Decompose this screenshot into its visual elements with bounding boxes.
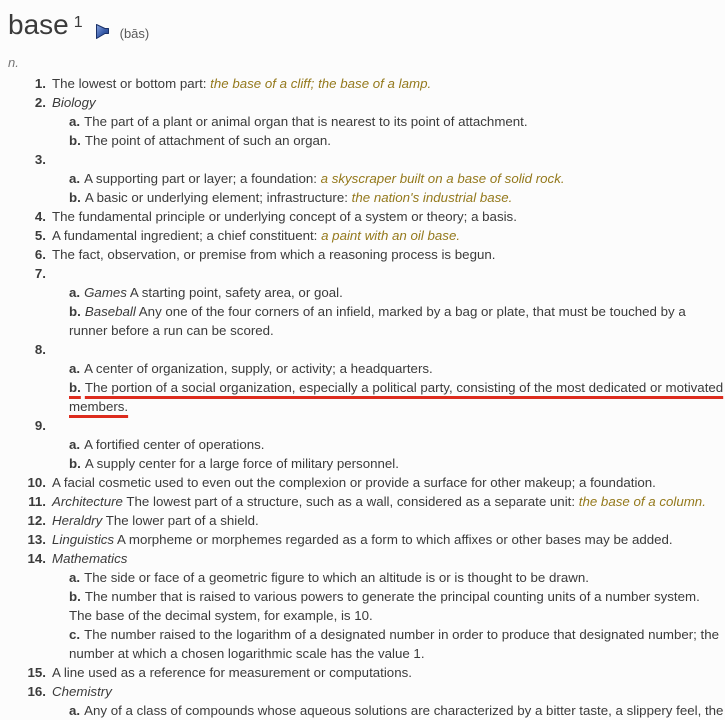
definition-number: 1. <box>34 76 46 91</box>
sub-definition-letter: b. <box>69 304 81 319</box>
definition-text: A starting point, safety area, or goal. <box>126 285 343 300</box>
definition-text: The number that is raised to various powers to generate the principal counting units of a number system. The base of the decimal system, for example, is 10. <box>69 589 700 623</box>
entry-header <box>0 0 725 49</box>
sub-definition-letter: b. <box>69 456 81 471</box>
sub-definition <box>0 568 725 587</box>
definition <box>0 416 725 435</box>
sub-definition <box>0 359 725 378</box>
sub-definition-letter: a. <box>69 171 81 186</box>
sub-definition-letter: a. <box>69 437 81 452</box>
definition-number: 15. <box>27 665 46 680</box>
sub-definition-text <box>69 190 512 205</box>
sub-definition-letter: c. <box>69 627 81 642</box>
headword: base <box>8 9 69 40</box>
sub-definition-letter: a. <box>69 361 81 376</box>
definition-text: A fundamental ingredient; a chief constituent: <box>52 228 322 243</box>
sub-definition-text <box>69 703 723 718</box>
example-text: a skyscraper built on a base of solid rock. <box>320 171 565 186</box>
definition <box>0 245 725 264</box>
definition-text: A morpheme or morphemes regarded as a form to which affixes or other bases may be added. <box>114 532 673 547</box>
definition-text: The fundamental principle or underlying concept of a system or theory; a basis. <box>52 209 517 224</box>
sub-definition-text <box>69 570 589 585</box>
sub-definition <box>0 112 725 131</box>
sub-definition-letter: b. <box>69 133 81 148</box>
definition <box>0 663 725 682</box>
sub-definition-text <box>69 114 528 129</box>
definition-list <box>0 74 725 720</box>
definition-number: 12. <box>27 513 46 528</box>
sub-definition <box>0 587 725 625</box>
definition-text: The part of a plant or animal organ that is nearest to its point of attachment. <box>84 114 528 129</box>
definition <box>0 492 725 511</box>
example-text: the nation's industrial base. <box>351 190 513 205</box>
definition-number: 8. <box>34 342 46 357</box>
definition-text: A fortified center of operations. <box>84 437 265 452</box>
definition-number: 2. <box>34 95 46 110</box>
sub-definition-letter: a. <box>69 285 81 300</box>
definition-number: 13. <box>27 532 46 547</box>
definition <box>0 93 725 112</box>
sub-definition <box>0 131 725 150</box>
sub-definition <box>0 625 725 663</box>
sub-definition-letter: a. <box>69 114 81 129</box>
definition <box>0 530 725 549</box>
field-label: Mathematics <box>52 551 128 566</box>
sub-definition-letter: b. <box>69 589 81 604</box>
definition <box>0 150 725 169</box>
sub-definition-text <box>69 437 264 452</box>
sub-definition-letter: a. <box>69 703 81 718</box>
sub-definition <box>0 454 725 473</box>
definition <box>0 340 725 359</box>
definition <box>0 226 725 245</box>
sub-definition <box>0 169 725 188</box>
definition-number: 7. <box>34 266 46 281</box>
field-label: Biology <box>52 95 96 110</box>
example-text: the base of a column. <box>578 494 706 509</box>
definition-text: The portion of a social organization, especially a political party, consisting of the most dedicated or motivated members. <box>69 380 724 414</box>
definition-text: A facial cosmetic used to even out the complexion or provide a surface for other makeup; a foundation. <box>52 475 656 490</box>
sub-definition <box>0 378 725 416</box>
definition-number: 4. <box>34 209 46 224</box>
definition-text: The lower part of a shield. <box>102 513 259 528</box>
definition-number: 6. <box>34 247 46 262</box>
sub-definition-letter: a. <box>69 570 81 585</box>
definition-text: The point of attachment of such an organ. <box>84 133 331 148</box>
field-label: Games <box>84 285 127 300</box>
definition-number: 3. <box>34 152 46 167</box>
sub-definition-text <box>69 589 700 623</box>
definition-text: The side or face of a geometric figure to which an altitude is or is thought to be drawn. <box>84 570 589 585</box>
speaker-icon[interactable] <box>95 16 113 46</box>
field-label: Heraldry <box>52 513 103 528</box>
definition <box>0 74 725 93</box>
sub-definition-letter: b. <box>69 190 81 205</box>
definition <box>0 207 725 226</box>
sub-definition-text <box>69 361 433 376</box>
definition-number: 10. <box>27 475 46 490</box>
definition <box>0 549 725 568</box>
sub-definition-letter: b. <box>69 380 81 395</box>
pronunciation: (bās) <box>119 26 150 41</box>
sub-definition-text <box>69 304 686 338</box>
definition-text: Any of a class of compounds whose aqueous solutions are characterized by a bitter taste, a slippery feel, the <box>84 703 724 718</box>
definition-text: A basic or underlying element; infrastructure: <box>84 190 352 205</box>
definition-number: 5. <box>34 228 46 243</box>
definition-text: A supporting part or layer; a foundation: <box>84 171 321 186</box>
field-label: Linguistics <box>52 532 115 547</box>
definition-text: The number raised to the logarithm of a designated number in order to produce that designated number; the number at which a chosen logarithmic scale has the value 1. <box>69 627 720 661</box>
sub-definition-text <box>69 627 719 661</box>
field-label: Chemistry <box>52 684 112 699</box>
definition-number: 9. <box>34 418 46 433</box>
sub-definition <box>0 283 725 302</box>
field-label: Architecture <box>52 494 123 509</box>
definition-number: 11. <box>28 494 46 509</box>
example-text: a paint with an oil base. <box>321 228 461 243</box>
sub-definition <box>0 302 725 340</box>
definition-number: 16. <box>27 684 46 699</box>
definition-text: A line used as a reference for measurement or computations. <box>52 665 412 680</box>
definition-text: The lowest or bottom part: <box>52 76 211 91</box>
definition <box>0 511 725 530</box>
sub-definition <box>0 188 725 207</box>
definition-text: The lowest part of a structure, such as a wall, considered as a separate unit: <box>122 494 579 509</box>
definition-text: The fact, observation, or premise from which a reasoning process is begun. <box>52 247 496 262</box>
definition-text: A supply center for a large force of military personnel. <box>84 456 399 471</box>
sub-definition <box>0 701 725 720</box>
definition-text: Any one of the four corners of an infield, marked by a bag or plate, that must be touched by a runner before a run can be scored. <box>69 304 686 338</box>
definition-text: A center of organization, supply, or activity; a headquarters. <box>84 361 433 376</box>
red-underline-annotation <box>69 380 723 414</box>
field-label: Baseball <box>84 304 136 319</box>
definition <box>0 264 725 283</box>
sub-definition-text <box>69 171 565 186</box>
sub-definition-text <box>69 285 343 300</box>
homograph-number: 1 <box>73 14 83 31</box>
example-text: the base of a cliff; the base of a lamp. <box>210 76 432 91</box>
definition <box>0 473 725 492</box>
sub-definition-text <box>69 456 399 471</box>
sub-definition <box>0 435 725 454</box>
part-of-speech: n. <box>8 55 19 70</box>
definition <box>0 682 725 701</box>
definition-number: 14. <box>27 551 46 566</box>
sub-definition-text <box>69 133 331 148</box>
